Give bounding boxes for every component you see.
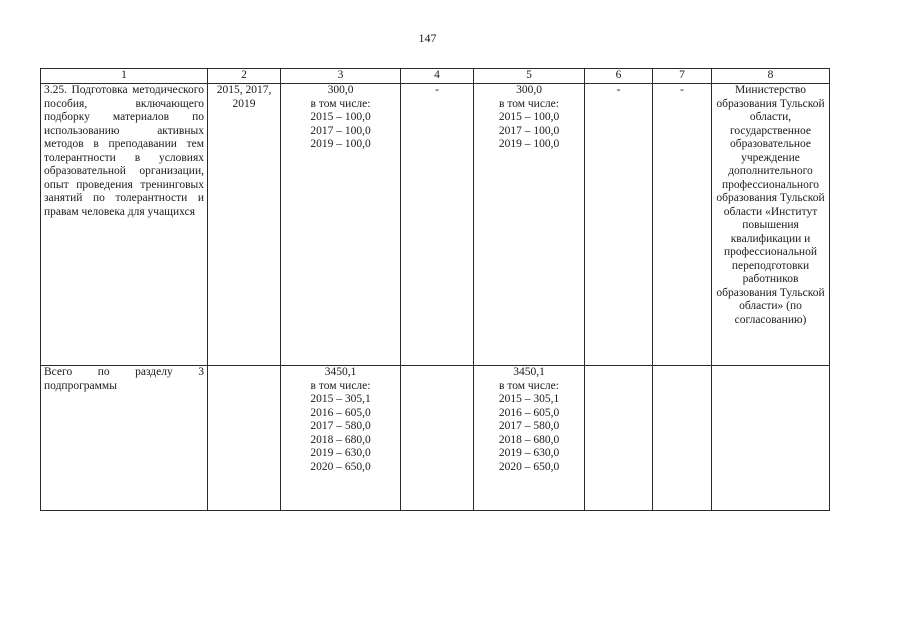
table-row bbox=[41, 84, 830, 366]
activity-name-cell: 3.25. Подготовка методического пособия, включающего подборку материалов по использованию активных методов в преподавании тем толерантности в условиях образовательной организации, опыт проведения тренинговых занятий по толерантности и правам человека для учащихся bbox=[41, 84, 208, 366]
page-number: 147 bbox=[418, 31, 437, 45]
federal-funding-cell: - bbox=[401, 84, 474, 366]
municipal-funding-cell: - bbox=[585, 84, 653, 366]
funding-line: 2019 – 100,0 bbox=[498, 138, 560, 150]
header-cell: 7 bbox=[653, 69, 712, 84]
funding-line: 2018 – 680,0 bbox=[310, 433, 371, 446]
regional-funding-cell bbox=[474, 366, 585, 511]
funding-line: 2018 – 680,0 bbox=[498, 433, 560, 446]
funding-line: 2017 – 100,0 bbox=[498, 124, 560, 137]
program-table bbox=[40, 68, 830, 511]
funding-line: 3450,1 bbox=[513, 366, 545, 378]
other-funding-cell: - bbox=[653, 84, 712, 366]
funding-line: 2019 – 630,0 bbox=[310, 447, 371, 459]
funding-line: 3450,1 bbox=[324, 366, 357, 378]
funding-line: 2017 – 100,0 bbox=[310, 124, 371, 137]
funding-line: 2015 – 305,1 bbox=[310, 393, 371, 405]
header-cell: 2 bbox=[208, 69, 281, 84]
header-cell: 4 bbox=[401, 69, 474, 84]
funding-line: 2015 – 100,0 bbox=[498, 111, 560, 123]
other-funding-cell bbox=[653, 366, 712, 511]
funding-line: 300,0 bbox=[516, 84, 542, 96]
funding-line: 2020 – 650,0 bbox=[498, 460, 560, 473]
funding-line: 2016 – 605,0 bbox=[498, 406, 560, 419]
funding-line: в том числе: bbox=[499, 379, 559, 392]
municipal-funding-cell bbox=[585, 366, 653, 511]
total-funding-cell bbox=[281, 366, 401, 511]
funding-line: в том числе: bbox=[310, 97, 371, 110]
responsible-cell bbox=[712, 366, 830, 511]
funding-line: 2019 – 100,0 bbox=[310, 138, 371, 150]
header-cell: 6 bbox=[585, 69, 653, 84]
funding-line: 2020 – 650,0 bbox=[310, 460, 371, 473]
header-cell: 8 bbox=[712, 69, 830, 84]
funding-line: 300,0 bbox=[327, 84, 354, 96]
funding-line: 2017 – 580,0 bbox=[310, 420, 371, 432]
funding-line: 2015 – 100,0 bbox=[310, 111, 371, 123]
funding-line: 2016 – 605,0 bbox=[310, 406, 371, 419]
responsible-cell: Министерство образования Тульской области, государственное образовательное учреждение дополнительного профессионального образования Тульской области «Институт повышения квалификации и профессиональной переподготовки работников образования Тульской области» (по согласованию) bbox=[712, 84, 830, 366]
table-header-row bbox=[41, 69, 830, 84]
funding-line: 2017 – 580,0 bbox=[498, 420, 560, 432]
funding-line: в том числе: bbox=[310, 379, 371, 392]
funding-line: в том числе: bbox=[499, 97, 559, 110]
regional-funding-cell bbox=[474, 84, 585, 366]
funding-line: 2019 – 630,0 bbox=[498, 447, 560, 459]
total-funding-cell bbox=[281, 84, 401, 366]
table-row bbox=[41, 366, 830, 511]
header-cell: 1 bbox=[41, 69, 208, 84]
funding-line: 2015 – 305,1 bbox=[498, 393, 560, 405]
header-cell: 3 bbox=[281, 69, 401, 84]
activity-name-cell: Всего по разделу 3 подпрограммы bbox=[41, 366, 208, 511]
years-cell bbox=[208, 366, 281, 511]
years-cell: 2015, 2017, 2019 bbox=[208, 84, 281, 366]
federal-funding-cell bbox=[401, 366, 474, 511]
header-cell: 5 bbox=[474, 69, 585, 84]
